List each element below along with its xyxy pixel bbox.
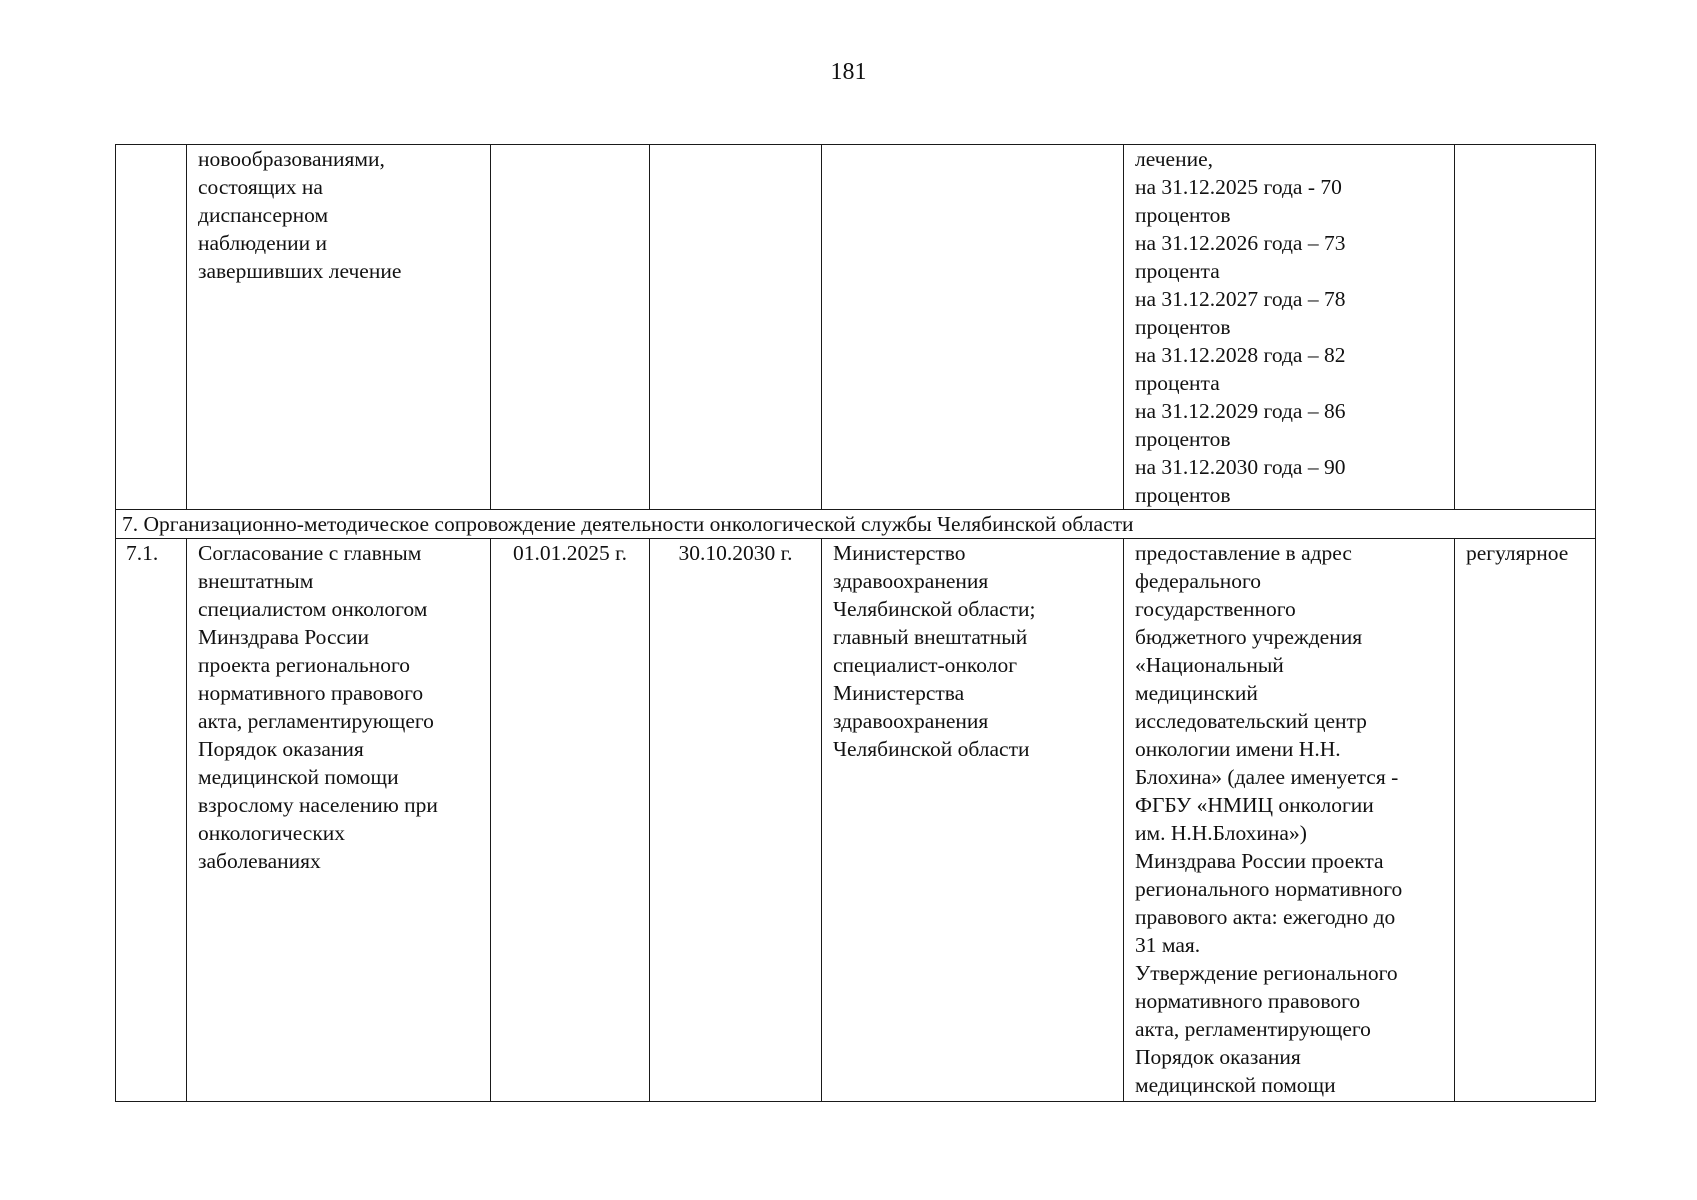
plan-table bbox=[115, 144, 1596, 1102]
cell-event: новообразованиями, состоящих на диспансерном наблюдении и завершивших лечение bbox=[187, 145, 491, 510]
cell-event: Согласование с главным внештатным специалистом онкологом Минздрава России проекта регионального нормативного правового акта, регламентирующего Порядок оказания медицинской помощи взрослому населению при онкологических заболеваниях bbox=[187, 539, 491, 1102]
cell-result: лечение, на 31.12.2025 года - 70 процентов на 31.12.2026 года – 73 процента на 31.12.2027 года – 78 процентов на 31.12.2028 года – 82 процента на 31.12.2029 года – 86 процентов на 31.12.2030 года – 90 процентов bbox=[1124, 145, 1455, 510]
cell-num bbox=[116, 145, 187, 510]
cell-result: предоставление в адрес федерального государственного бюджетного учреждения «Национальный медицинский исследовательский центр онкологии имени Н.Н. Блохина» (далее именуется - ФГБУ «НМИЦ онкологии им. Н.Н.Блохина») Минздрава России проекта регионального нормативного правового акта: ежегодно до 31 мая. Утверждение регионального нормативного правового акта, регламентирующего Порядок оказания медицинской помощи bbox=[1124, 539, 1455, 1102]
cell-responsible: Министерство здравоохранения Челябинской области; главный внештатный специалист-онколог Министерства здравоохранения Челябинской области bbox=[822, 539, 1124, 1102]
section-header-row bbox=[116, 510, 1596, 539]
cell-frequency: регулярное bbox=[1455, 539, 1596, 1102]
table-row-continued bbox=[116, 145, 1596, 510]
cell-frequency bbox=[1455, 145, 1596, 510]
page-number: 181 bbox=[830, 59, 867, 85]
cell-start-date: 01.01.2025 г. bbox=[491, 539, 650, 1102]
table-row-7-1 bbox=[116, 539, 1596, 1102]
cell-num: 7.1. bbox=[116, 539, 187, 1102]
cell-responsible bbox=[822, 145, 1124, 510]
cell-end-date bbox=[650, 145, 822, 510]
section-title: 7. Организационно-методическое сопровождение деятельности онкологической службы Челябинской области bbox=[116, 510, 1596, 539]
cell-end-date: 30.10.2030 г. bbox=[650, 539, 822, 1102]
cell-start-date bbox=[491, 145, 650, 510]
